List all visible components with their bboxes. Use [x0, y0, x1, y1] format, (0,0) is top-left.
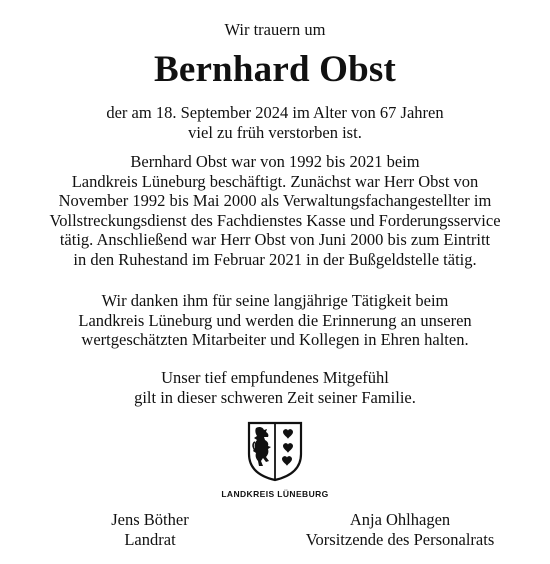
coat-of-arms-lion-hearts-icon [246, 420, 304, 482]
deceased-name: Bernhard Obst [153, 49, 397, 90]
death-line: viel zu früh verstorben ist. [188, 122, 362, 142]
thanks-line: Wir danken ihm für seine langjährige Tätigkeit beim [101, 291, 449, 310]
lion-figure [253, 427, 271, 466]
death-paragraph [0, 103, 550, 142]
signatory-landrat [80, 510, 220, 550]
heart-icon [282, 456, 292, 466]
signatory-name: Jens Böther [111, 510, 189, 529]
signatory-role: Landrat [124, 530, 176, 549]
thanks-line: Landkreis Lüneburg und werden die Erinnerung an unseren [78, 310, 472, 330]
heart-icon [283, 443, 293, 453]
signatory-name: Anja Ohlhagen [349, 510, 451, 529]
career-line: in den Ruhestand im Februar 2021 in der Bußgeldstelle tätig. [73, 249, 477, 269]
career-line: Bernhard Obst war von 1992 bis 2021 beim [130, 152, 420, 171]
career-paragraph [0, 152, 550, 269]
career-line: Vollstreckungsdienst des Fachdienstes Kasse und Forderungsservice [49, 210, 501, 230]
thanks-paragraph [0, 291, 550, 350]
signatory-role: Vorsitzende des Personalrats [305, 530, 495, 549]
crest-caption: LANDKREIS LÜNEBURG [221, 489, 329, 499]
career-line: November 1992 bis Mai 2000 als Verwaltungsfachangestellter im [58, 191, 492, 210]
sympathy-paragraph [0, 368, 550, 407]
intro-line: Wir trauern um [224, 20, 326, 39]
sympathy-line: gilt in dieser schweren Zeit seiner Familie. [134, 387, 416, 407]
death-line: der am 18. September 2024 im Alter von 67 Jahren [106, 103, 444, 122]
career-line: tätig. Anschließend war Herr Obst von Juni 2000 bis zum Eintritt [59, 230, 491, 249]
sympathy-line: Unser tief empfundenes Mitgefühl [161, 368, 389, 387]
signatory-personalrat [280, 510, 520, 550]
thanks-line: wertgeschätzten Mitarbeiter und Kollegen in Ehren halten. [81, 330, 469, 349]
career-line: Landkreis Lüneburg beschäftigt. Zunächst war Herr Obst von [71, 171, 479, 191]
heart-icon [283, 429, 293, 439]
